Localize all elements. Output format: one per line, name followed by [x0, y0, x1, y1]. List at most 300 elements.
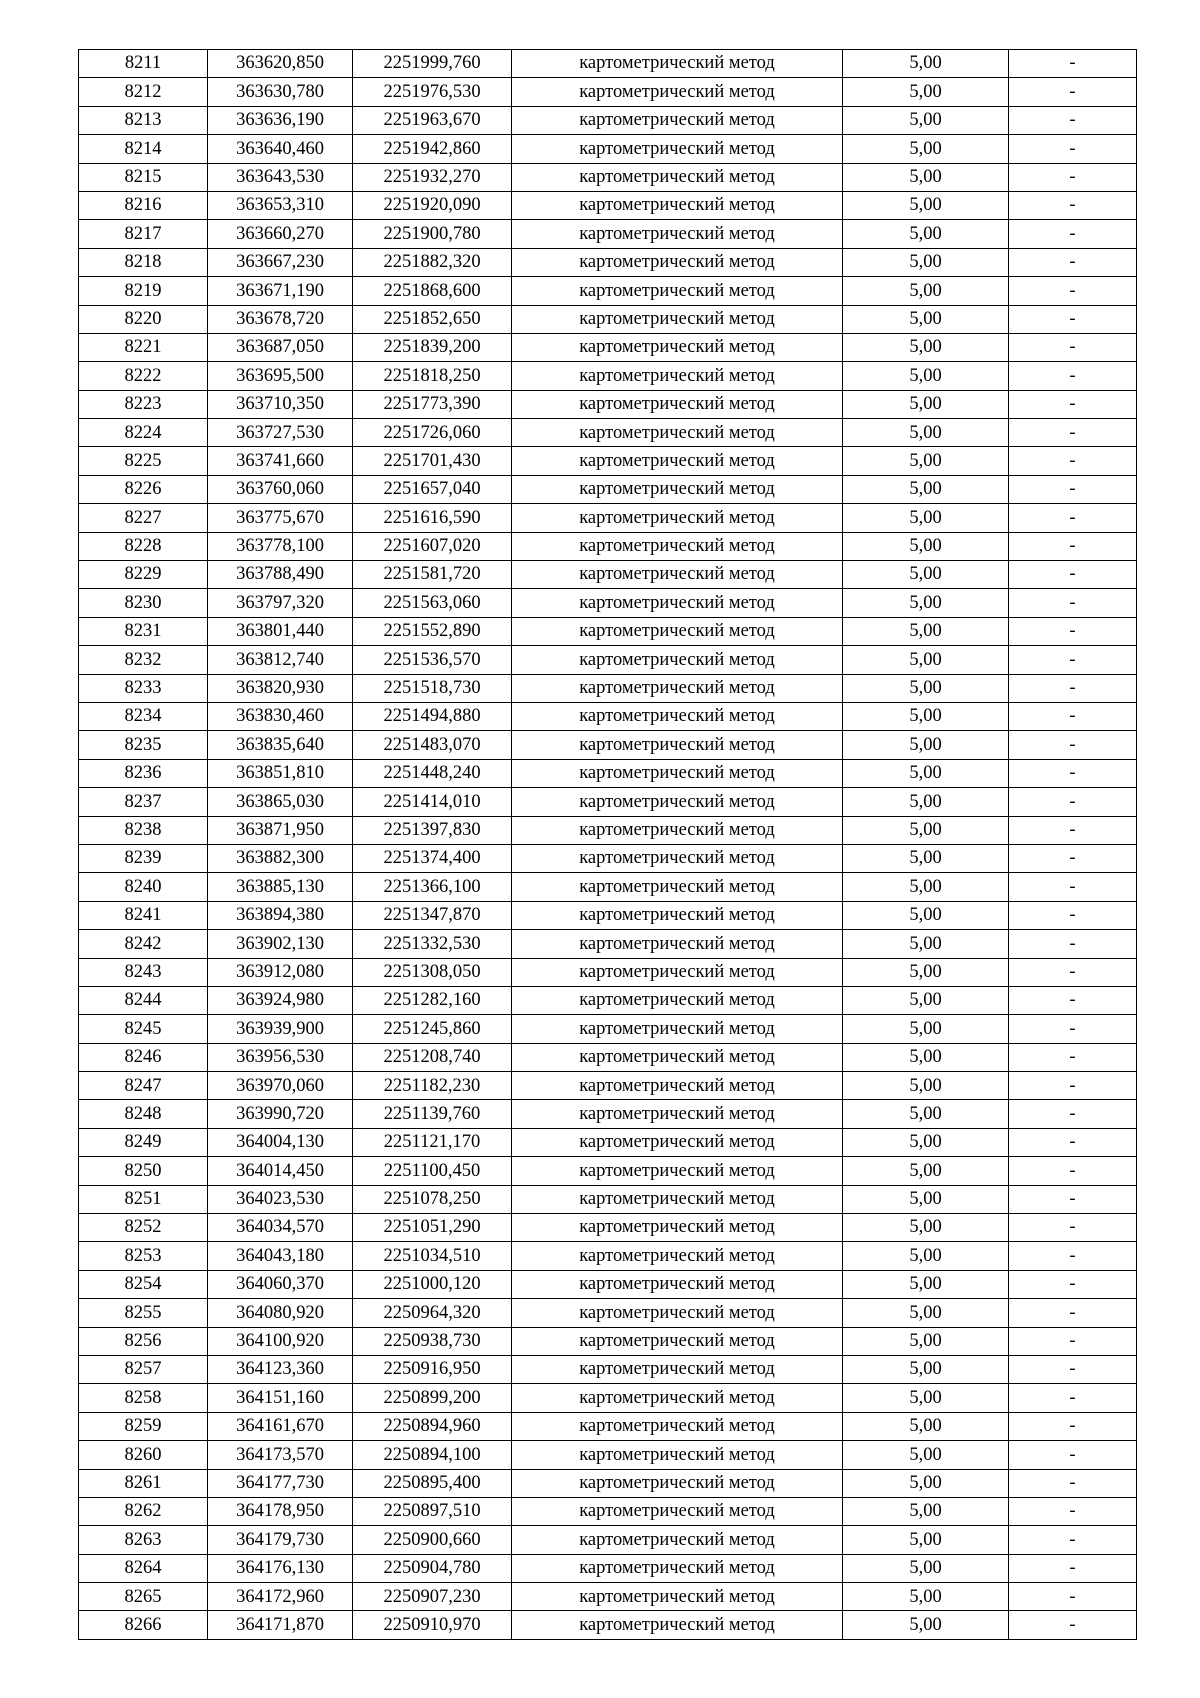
description-cell: -: [1009, 731, 1137, 759]
description-cell: -: [1009, 1185, 1137, 1213]
description-cell: -: [1009, 475, 1137, 503]
method-cell: картометрический метод: [512, 674, 843, 702]
y-coordinate-cell: 2251536,570: [353, 646, 512, 674]
y-coordinate-cell: 2251976,530: [353, 78, 512, 106]
accuracy-cell: 5,00: [843, 1554, 1009, 1582]
description-cell: -: [1009, 788, 1137, 816]
table-row: [79, 1100, 1137, 1128]
accuracy-cell: 5,00: [843, 532, 1009, 560]
table-row: [79, 1157, 1137, 1185]
table-row: [79, 1327, 1137, 1355]
point-number-cell: 8257: [79, 1355, 208, 1383]
point-number-cell: 8224: [79, 419, 208, 447]
description-cell: -: [1009, 702, 1137, 730]
table-row: [79, 277, 1137, 305]
accuracy-cell: 5,00: [843, 1157, 1009, 1185]
x-coordinate-cell: 363902,130: [208, 930, 353, 958]
x-coordinate-cell: 363687,050: [208, 333, 353, 361]
y-coordinate-cell: 2251332,530: [353, 930, 512, 958]
y-coordinate-cell: 2251483,070: [353, 731, 512, 759]
x-coordinate-cell: 363865,030: [208, 788, 353, 816]
x-coordinate-cell: 363778,100: [208, 532, 353, 560]
table-row: [79, 702, 1137, 730]
table-row: [79, 1469, 1137, 1497]
table-row: [79, 191, 1137, 219]
point-number-cell: 8247: [79, 1072, 208, 1100]
table-row: [79, 447, 1137, 475]
point-number-cell: 8248: [79, 1100, 208, 1128]
point-number-cell: 8243: [79, 958, 208, 986]
x-coordinate-cell: 363797,320: [208, 589, 353, 617]
x-coordinate-cell: 364178,950: [208, 1497, 353, 1525]
method-cell: картометрический метод: [512, 589, 843, 617]
y-coordinate-cell: 2251139,760: [353, 1100, 512, 1128]
method-cell: картометрический метод: [512, 759, 843, 787]
x-coordinate-cell: 364123,360: [208, 1355, 353, 1383]
method-cell: картометрический метод: [512, 1355, 843, 1383]
y-coordinate-cell: 2251932,270: [353, 163, 512, 191]
y-coordinate-cell: 2250897,510: [353, 1497, 512, 1525]
point-number-cell: 8241: [79, 901, 208, 929]
point-number-cell: 8264: [79, 1554, 208, 1582]
method-cell: картометрический метод: [512, 390, 843, 418]
x-coordinate-cell: 364179,730: [208, 1526, 353, 1554]
method-cell: картометрический метод: [512, 930, 843, 958]
point-number-cell: 8216: [79, 191, 208, 219]
x-coordinate-cell: 363643,530: [208, 163, 353, 191]
accuracy-cell: 5,00: [843, 333, 1009, 361]
description-cell: -: [1009, 419, 1137, 447]
x-coordinate-cell: 364177,730: [208, 1469, 353, 1497]
y-coordinate-cell: 2251616,590: [353, 504, 512, 532]
y-coordinate-cell: 2250916,950: [353, 1355, 512, 1383]
accuracy-cell: 5,00: [843, 788, 1009, 816]
y-coordinate-cell: 2251942,860: [353, 135, 512, 163]
description-cell: -: [1009, 135, 1137, 163]
method-cell: картометрический метод: [512, 248, 843, 276]
accuracy-cell: 5,00: [843, 1214, 1009, 1242]
method-cell: картометрический метод: [512, 1611, 843, 1639]
accuracy-cell: 5,00: [843, 1043, 1009, 1071]
point-number-cell: 8228: [79, 532, 208, 560]
y-coordinate-cell: 2250907,230: [353, 1583, 512, 1611]
table-row: [79, 1270, 1137, 1298]
y-coordinate-cell: 2251051,290: [353, 1214, 512, 1242]
method-cell: картометрический метод: [512, 419, 843, 447]
x-coordinate-cell: 364043,180: [208, 1242, 353, 1270]
x-coordinate-cell: 363885,130: [208, 873, 353, 901]
accuracy-cell: 5,00: [843, 873, 1009, 901]
accuracy-cell: 5,00: [843, 163, 1009, 191]
accuracy-cell: 5,00: [843, 106, 1009, 134]
method-cell: картометрический метод: [512, 1327, 843, 1355]
method-cell: картометрический метод: [512, 1242, 843, 1270]
table-row: [79, 958, 1137, 986]
point-number-cell: 8229: [79, 561, 208, 589]
y-coordinate-cell: 2251563,060: [353, 589, 512, 617]
point-number-cell: 8252: [79, 1214, 208, 1242]
y-coordinate-cell: 2251308,050: [353, 958, 512, 986]
table-row: [79, 135, 1137, 163]
y-coordinate-cell: 2250910,970: [353, 1611, 512, 1639]
point-number-cell: 8263: [79, 1526, 208, 1554]
x-coordinate-cell: 363894,380: [208, 901, 353, 929]
x-coordinate-cell: 363990,720: [208, 1100, 353, 1128]
method-cell: картометрический метод: [512, 873, 843, 901]
method-cell: картометрический метод: [512, 135, 843, 163]
y-coordinate-cell: 2251448,240: [353, 759, 512, 787]
y-coordinate-cell: 2251607,020: [353, 532, 512, 560]
y-coordinate-cell: 2251182,230: [353, 1072, 512, 1100]
table-row: [79, 759, 1137, 787]
accuracy-cell: 5,00: [843, 617, 1009, 645]
method-cell: картометрический метод: [512, 1583, 843, 1611]
point-number-cell: 8250: [79, 1157, 208, 1185]
y-coordinate-cell: 2251552,890: [353, 617, 512, 645]
point-number-cell: 8256: [79, 1327, 208, 1355]
x-coordinate-cell: 363775,670: [208, 504, 353, 532]
method-cell: картометрический метод: [512, 447, 843, 475]
accuracy-cell: 5,00: [843, 135, 1009, 163]
table-row: [79, 731, 1137, 759]
description-cell: -: [1009, 816, 1137, 844]
x-coordinate-cell: 363956,530: [208, 1043, 353, 1071]
point-number-cell: 8214: [79, 135, 208, 163]
description-cell: -: [1009, 305, 1137, 333]
x-coordinate-cell: 363970,060: [208, 1072, 353, 1100]
point-number-cell: 8253: [79, 1242, 208, 1270]
table-row: [79, 1384, 1137, 1412]
y-coordinate-cell: 2250895,400: [353, 1469, 512, 1497]
point-number-cell: 8230: [79, 589, 208, 617]
x-coordinate-cell: 364004,130: [208, 1128, 353, 1156]
coordinates-table: [78, 49, 1137, 1640]
table-row: [79, 106, 1137, 134]
method-cell: картометрический метод: [512, 1441, 843, 1469]
table-row: [79, 419, 1137, 447]
table-row: [79, 248, 1137, 276]
accuracy-cell: 5,00: [843, 1299, 1009, 1327]
description-cell: -: [1009, 1526, 1137, 1554]
method-cell: картометрический метод: [512, 958, 843, 986]
x-coordinate-cell: 364023,530: [208, 1185, 353, 1213]
accuracy-cell: 5,00: [843, 1526, 1009, 1554]
accuracy-cell: 5,00: [843, 674, 1009, 702]
method-cell: картометрический метод: [512, 1384, 843, 1412]
x-coordinate-cell: 363630,780: [208, 78, 353, 106]
description-cell: -: [1009, 504, 1137, 532]
table-row: [79, 1242, 1137, 1270]
description-cell: -: [1009, 873, 1137, 901]
description-cell: -: [1009, 589, 1137, 617]
point-number-cell: 8244: [79, 986, 208, 1014]
accuracy-cell: 5,00: [843, 958, 1009, 986]
description-cell: -: [1009, 901, 1137, 929]
x-coordinate-cell: 363678,720: [208, 305, 353, 333]
table-row: [79, 1128, 1137, 1156]
table-row: [79, 390, 1137, 418]
table-row: [79, 646, 1137, 674]
description-cell: -: [1009, 646, 1137, 674]
accuracy-cell: 5,00: [843, 646, 1009, 674]
point-number-cell: 8254: [79, 1270, 208, 1298]
table-row: [79, 1412, 1137, 1440]
accuracy-cell: 5,00: [843, 1242, 1009, 1270]
point-number-cell: 8245: [79, 1015, 208, 1043]
method-cell: картометрический метод: [512, 1469, 843, 1497]
description-cell: -: [1009, 390, 1137, 418]
accuracy-cell: 5,00: [843, 844, 1009, 872]
description-cell: -: [1009, 362, 1137, 390]
table-row: [79, 50, 1137, 78]
accuracy-cell: 5,00: [843, 1100, 1009, 1128]
point-number-cell: 8215: [79, 163, 208, 191]
point-number-cell: 8225: [79, 447, 208, 475]
y-coordinate-cell: 2251852,650: [353, 305, 512, 333]
x-coordinate-cell: 364176,130: [208, 1554, 353, 1582]
x-coordinate-cell: 364173,570: [208, 1441, 353, 1469]
point-number-cell: 8218: [79, 248, 208, 276]
point-number-cell: 8242: [79, 930, 208, 958]
table-row: [79, 844, 1137, 872]
method-cell: картометрический метод: [512, 1043, 843, 1071]
y-coordinate-cell: 2251414,010: [353, 788, 512, 816]
method-cell: картометрический метод: [512, 1214, 843, 1242]
accuracy-cell: 5,00: [843, 1497, 1009, 1525]
accuracy-cell: 5,00: [843, 1128, 1009, 1156]
x-coordinate-cell: 363939,900: [208, 1015, 353, 1043]
description-cell: -: [1009, 191, 1137, 219]
x-coordinate-cell: 363851,810: [208, 759, 353, 787]
table-row: [79, 1299, 1137, 1327]
point-number-cell: 8255: [79, 1299, 208, 1327]
accuracy-cell: 5,00: [843, 702, 1009, 730]
y-coordinate-cell: 2251366,100: [353, 873, 512, 901]
accuracy-cell: 5,00: [843, 759, 1009, 787]
y-coordinate-cell: 2251920,090: [353, 191, 512, 219]
table-row: [79, 873, 1137, 901]
description-cell: -: [1009, 248, 1137, 276]
description-cell: -: [1009, 617, 1137, 645]
table-row: [79, 1611, 1137, 1639]
x-coordinate-cell: 363660,270: [208, 220, 353, 248]
table-row: [79, 1214, 1137, 1242]
y-coordinate-cell: 2251282,160: [353, 986, 512, 1014]
point-number-cell: 8249: [79, 1128, 208, 1156]
method-cell: картометрический метод: [512, 78, 843, 106]
method-cell: картометрический метод: [512, 1157, 843, 1185]
accuracy-cell: 5,00: [843, 220, 1009, 248]
table-row: [79, 617, 1137, 645]
method-cell: картометрический метод: [512, 788, 843, 816]
y-coordinate-cell: 2251773,390: [353, 390, 512, 418]
accuracy-cell: 5,00: [843, 816, 1009, 844]
point-number-cell: 8246: [79, 1043, 208, 1071]
accuracy-cell: 5,00: [843, 78, 1009, 106]
method-cell: картометрический метод: [512, 986, 843, 1014]
y-coordinate-cell: 2251999,760: [353, 50, 512, 78]
point-number-cell: 8261: [79, 1469, 208, 1497]
x-coordinate-cell: 363640,460: [208, 135, 353, 163]
x-coordinate-cell: 364014,450: [208, 1157, 353, 1185]
accuracy-cell: 5,00: [843, 1611, 1009, 1639]
table-row: [79, 1043, 1137, 1071]
x-coordinate-cell: 363924,980: [208, 986, 353, 1014]
point-number-cell: 8222: [79, 362, 208, 390]
description-cell: -: [1009, 1015, 1137, 1043]
method-cell: картометрический метод: [512, 1270, 843, 1298]
table-row: [79, 362, 1137, 390]
description-cell: -: [1009, 78, 1137, 106]
y-coordinate-cell: 2250938,730: [353, 1327, 512, 1355]
x-coordinate-cell: 363871,950: [208, 816, 353, 844]
method-cell: картометрический метод: [512, 1185, 843, 1213]
table-row: [79, 333, 1137, 361]
y-coordinate-cell: 2251868,600: [353, 277, 512, 305]
method-cell: картометрический метод: [512, 561, 843, 589]
point-number-cell: 8258: [79, 1384, 208, 1412]
description-cell: -: [1009, 759, 1137, 787]
description-cell: -: [1009, 1072, 1137, 1100]
method-cell: картометрический метод: [512, 163, 843, 191]
point-number-cell: 8262: [79, 1497, 208, 1525]
point-number-cell: 8235: [79, 731, 208, 759]
accuracy-cell: 5,00: [843, 1015, 1009, 1043]
x-coordinate-cell: 363727,530: [208, 419, 353, 447]
description-cell: -: [1009, 1128, 1137, 1156]
y-coordinate-cell: 2251818,250: [353, 362, 512, 390]
point-number-cell: 8223: [79, 390, 208, 418]
accuracy-cell: 5,00: [843, 1355, 1009, 1383]
x-coordinate-cell: 364171,870: [208, 1611, 353, 1639]
description-cell: -: [1009, 1355, 1137, 1383]
y-coordinate-cell: 2251726,060: [353, 419, 512, 447]
description-cell: -: [1009, 532, 1137, 560]
x-coordinate-cell: 363830,460: [208, 702, 353, 730]
method-cell: картометрический метод: [512, 1299, 843, 1327]
method-cell: картометрический метод: [512, 504, 843, 532]
y-coordinate-cell: 2251701,430: [353, 447, 512, 475]
point-number-cell: 8220: [79, 305, 208, 333]
y-coordinate-cell: 2250894,960: [353, 1412, 512, 1440]
method-cell: картометрический метод: [512, 731, 843, 759]
x-coordinate-cell: 364161,670: [208, 1412, 353, 1440]
accuracy-cell: 5,00: [843, 561, 1009, 589]
accuracy-cell: 5,00: [843, 930, 1009, 958]
description-cell: -: [1009, 1270, 1137, 1298]
table-row: [79, 1355, 1137, 1383]
table-row: [79, 1072, 1137, 1100]
accuracy-cell: 5,00: [843, 248, 1009, 276]
point-number-cell: 8217: [79, 220, 208, 248]
y-coordinate-cell: 2250899,200: [353, 1384, 512, 1412]
description-cell: -: [1009, 1242, 1137, 1270]
y-coordinate-cell: 2250894,100: [353, 1441, 512, 1469]
method-cell: картометрический метод: [512, 220, 843, 248]
point-number-cell: 8231: [79, 617, 208, 645]
point-number-cell: 8240: [79, 873, 208, 901]
y-coordinate-cell: 2251882,320: [353, 248, 512, 276]
x-coordinate-cell: 363620,850: [208, 50, 353, 78]
method-cell: картометрический метод: [512, 1412, 843, 1440]
accuracy-cell: 5,00: [843, 419, 1009, 447]
point-number-cell: 8221: [79, 333, 208, 361]
accuracy-cell: 5,00: [843, 447, 1009, 475]
description-cell: -: [1009, 1412, 1137, 1440]
description-cell: -: [1009, 1441, 1137, 1469]
accuracy-cell: 5,00: [843, 475, 1009, 503]
point-number-cell: 8265: [79, 1583, 208, 1611]
table-row: [79, 930, 1137, 958]
description-cell: -: [1009, 277, 1137, 305]
x-coordinate-cell: 363882,300: [208, 844, 353, 872]
method-cell: картометрический метод: [512, 475, 843, 503]
method-cell: картометрический метод: [512, 844, 843, 872]
x-coordinate-cell: 363820,930: [208, 674, 353, 702]
description-cell: -: [1009, 220, 1137, 248]
y-coordinate-cell: 2250904,780: [353, 1554, 512, 1582]
table-row: [79, 1497, 1137, 1525]
point-number-cell: 8213: [79, 106, 208, 134]
description-cell: -: [1009, 1214, 1137, 1242]
description-cell: -: [1009, 163, 1137, 191]
accuracy-cell: 5,00: [843, 305, 1009, 333]
accuracy-cell: 5,00: [843, 504, 1009, 532]
table-row: [79, 475, 1137, 503]
x-coordinate-cell: 363667,230: [208, 248, 353, 276]
accuracy-cell: 5,00: [843, 1412, 1009, 1440]
table-row: [79, 1526, 1137, 1554]
table-row: [79, 220, 1137, 248]
description-cell: -: [1009, 958, 1137, 986]
x-coordinate-cell: 364034,570: [208, 1214, 353, 1242]
x-coordinate-cell: 363636,190: [208, 106, 353, 134]
point-number-cell: 8251: [79, 1185, 208, 1213]
accuracy-cell: 5,00: [843, 1327, 1009, 1355]
y-coordinate-cell: 2251518,730: [353, 674, 512, 702]
x-coordinate-cell: 363912,080: [208, 958, 353, 986]
x-coordinate-cell: 363671,190: [208, 277, 353, 305]
point-number-cell: 8259: [79, 1412, 208, 1440]
description-cell: -: [1009, 50, 1137, 78]
y-coordinate-cell: 2251963,670: [353, 106, 512, 134]
method-cell: картометрический метод: [512, 702, 843, 730]
table-row: [79, 674, 1137, 702]
x-coordinate-cell: 363653,310: [208, 191, 353, 219]
method-cell: картометрический метод: [512, 362, 843, 390]
y-coordinate-cell: 2251581,720: [353, 561, 512, 589]
accuracy-cell: 5,00: [843, 1185, 1009, 1213]
description-cell: -: [1009, 1611, 1137, 1639]
description-cell: -: [1009, 447, 1137, 475]
accuracy-cell: 5,00: [843, 1583, 1009, 1611]
method-cell: картометрический метод: [512, 1526, 843, 1554]
table-row: [79, 163, 1137, 191]
y-coordinate-cell: 2251900,780: [353, 220, 512, 248]
accuracy-cell: 5,00: [843, 1469, 1009, 1497]
y-coordinate-cell: 2251397,830: [353, 816, 512, 844]
accuracy-cell: 5,00: [843, 1270, 1009, 1298]
point-number-cell: 8239: [79, 844, 208, 872]
x-coordinate-cell: 363788,490: [208, 561, 353, 589]
method-cell: картометрический метод: [512, 1128, 843, 1156]
accuracy-cell: 5,00: [843, 50, 1009, 78]
method-cell: картометрический метод: [512, 816, 843, 844]
accuracy-cell: 5,00: [843, 901, 1009, 929]
accuracy-cell: 5,00: [843, 1072, 1009, 1100]
table-row: [79, 816, 1137, 844]
point-number-cell: 8234: [79, 702, 208, 730]
